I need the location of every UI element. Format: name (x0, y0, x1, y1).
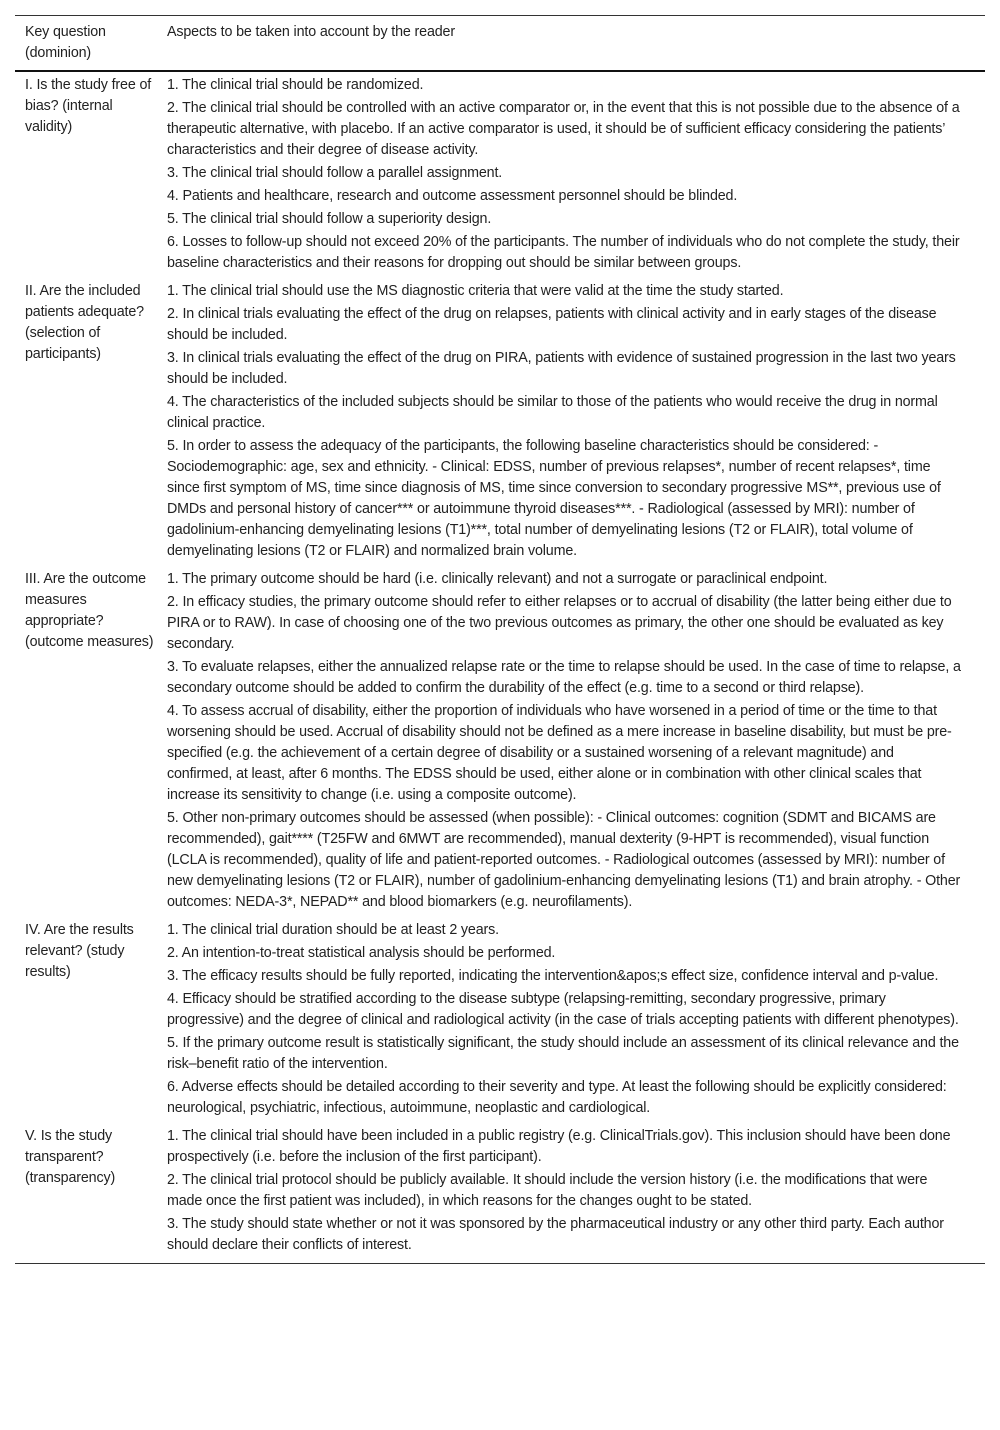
checklist-table (15, 15, 985, 1264)
key-question-cell: IV. Are the results relevant? (study results) (25, 922, 134, 980)
header-key-question: Key question (dominion) (25, 24, 106, 61)
aspect-item: 1. The clinical trial duration should be at least 2 years. (167, 922, 499, 938)
aspect-item: 1. The clinical trial should use the MS diagnostic criteria that were valid at the time the study started. (167, 283, 784, 299)
aspect-item: 2. An intention-to-treat statistical analysis should be performed. (167, 945, 556, 961)
aspects-cell (167, 566, 985, 917)
aspect-item: 1. The primary outcome should be hard (i.e. clinically relevant) and not a surrogate or paraclinical endpoint. (167, 571, 828, 587)
aspect-item: 4. To assess accrual of disability, either the proportion of individuals who have worsened in a period of time or the time to that worsening should be used. Accrual of disability should not be defined as a mere increase in baseline disability, but must be pre-specified (e.g. the achievement of a certain degree of disability or a sustained worsening of a relevant magnitude) and confirmed, at least, after 6 months. The EDSS should be used, either alone or in combination with other clinical scales that increase its sensitivity to change (i.e. using a composite outcome). (167, 703, 952, 803)
header-aspects: Aspects to be taken into account by the reader (167, 24, 455, 40)
aspect-item: 1. The clinical trial should be randomized. (167, 77, 424, 93)
aspect-item: 5. In order to assess the adequacy of the participants, the following baseline characteristics should be considered: - Sociodemographic: age, sex and ethnicity. - Clinical: EDSS, number of previous relapses*, number of recent relapses*, time since first symptom of MS, time since diagnosis of MS, time since conversion to secondary progressive MS**, previous use of DMDs and personal history of cancer*** or autoimmune thyroid diseases***. - Radiological (assessed by MRI): number of gadolinium-enhancing demyelinating lesions (T1)***, total number of demyelinating lesions (T2 or FLAIR), total volume of demyelinating lesions (T2 or FLAIR) and normalized brain volume. (167, 438, 941, 559)
header-row (15, 16, 985, 72)
aspect-item: 3. The efficacy results should be fully reported, indicating the intervention&apos;s effect size, confidence interval and p-value. (167, 968, 939, 984)
aspect-item: 5. If the primary outcome result is statistically significant, the study should include an assessment of its clinical relevance and the risk–benefit ratio of the intervention. (167, 1035, 959, 1072)
key-question-cell: II. Are the included patients adequate? (selection of participants) (25, 283, 144, 362)
aspect-item: 6. Losses to follow-up should not exceed 20% of the participants. The number of individuals who do not complete the study, their baseline characteristics and their reasons for dropping out should be similar between groups. (167, 234, 960, 271)
aspect-item: 4. The characteristics of the included subjects should be similar to those of the patients who would receive the drug in normal clinical practice. (167, 394, 938, 431)
aspect-item: 3. To evaluate relapses, either the annualized relapse rate or the time to relapse should be used. In the case of time to relapse, a secondary outcome should be added to confirm the durability of the effect (e.g. time to a second or third relapse). (167, 659, 961, 696)
aspects-cell (167, 71, 985, 278)
table-row (15, 1123, 985, 1264)
table-row (15, 917, 985, 1123)
key-question-cell: V. Is the study transparent? (transparency) (25, 1128, 116, 1186)
table-row (15, 71, 985, 278)
aspect-item: 5. The clinical trial should follow a superiority design. (167, 211, 492, 227)
aspects-cell (167, 1123, 985, 1264)
aspect-item: 2. In efficacy studies, the primary outcome should refer to either relapses or to accrual of disability (the latter being either due to PIRA or to RAW). In case of choosing one of the two previous outcomes as primary, the other one should be evaluated as key secondary. (167, 594, 952, 652)
aspect-item: 1. The clinical trial should have been included in a public registry (e.g. ClinicalTrials.gov). This inclusion should have been done prospectively (i.e. before the inclusion of the first participant). (167, 1128, 951, 1165)
aspect-item: 6. Adverse effects should be detailed according to their severity and type. At least the following should be explicitly considered: neurological, psychiatric, infectious, autoimmune, neoplastic and cardiological. (167, 1079, 947, 1116)
aspect-item: 2. The clinical trial protocol should be publicly available. It should include the version history (i.e. the modifications that were made once the first patient was included), in which reasons for the changes ought to be stated. (167, 1172, 928, 1209)
table-row (15, 278, 985, 566)
aspect-item: 2. In clinical trials evaluating the effect of the drug on relapses, patients with clinical activity and in early stages of the disease should be included. (167, 306, 937, 343)
aspect-item: 2. The clinical trial should be controlled with an active comparator or, in the event that this is not possible due to the absence of a therapeutic alternative, with placebo. If an active comparator is used, it should be of sufficient efficacy considering the patients’ characteristics and their degree of disease activity. (167, 100, 960, 158)
aspect-item: 3. In clinical trials evaluating the effect of the drug on PIRA, patients with evidence of sustained progression in the last two years should be included. (167, 350, 956, 387)
aspects-cell (167, 278, 985, 566)
aspects-cell (167, 917, 985, 1123)
key-question-cell: III. Are the outcome measures appropriate? (outcome measures) (25, 571, 154, 650)
aspect-item: 4. Efficacy should be stratified according to the disease subtype (relapsing-remitting, secondary progressive, primary progressive) and the degree of clinical and radiological activity (in the case of trials accepting patients with different phenotypes). (167, 991, 959, 1028)
checklist-table-container (15, 15, 985, 1264)
aspect-item: 3. The study should state whether or not it was sponsored by the pharmaceutical industry or any other third party. Each author should declare their conflicts of interest. (167, 1216, 944, 1253)
aspect-item: 4. Patients and healthcare, research and outcome assessment personnel should be blinded. (167, 188, 738, 204)
aspect-item: 3. The clinical trial should follow a parallel assignment. (167, 165, 503, 181)
key-question-cell: I. Is the study free of bias? (internal validity) (25, 77, 152, 135)
aspect-item: 5. Other non-primary outcomes should be assessed (when possible): - Clinical outcomes: cognition (SDMT and BICAMS are recommended), gait**** (T25FW and 6MWT are recommended), manual dexterity (9-HPT is recommended), visual function (LCLA is recommended), quality of life and patient-reported outcomes. - Radiological outcomes (assessed by MRI): number of new demyelinating lesions (T2 or FLAIR), number of gadolinium-enhancing demyelinating lesions (T1) and brain atrophy. - Other outcomes: NEDA-3*, NEPAD** and blood biomarkers (e.g. neurofilaments). (167, 810, 961, 910)
table-row (15, 566, 985, 917)
